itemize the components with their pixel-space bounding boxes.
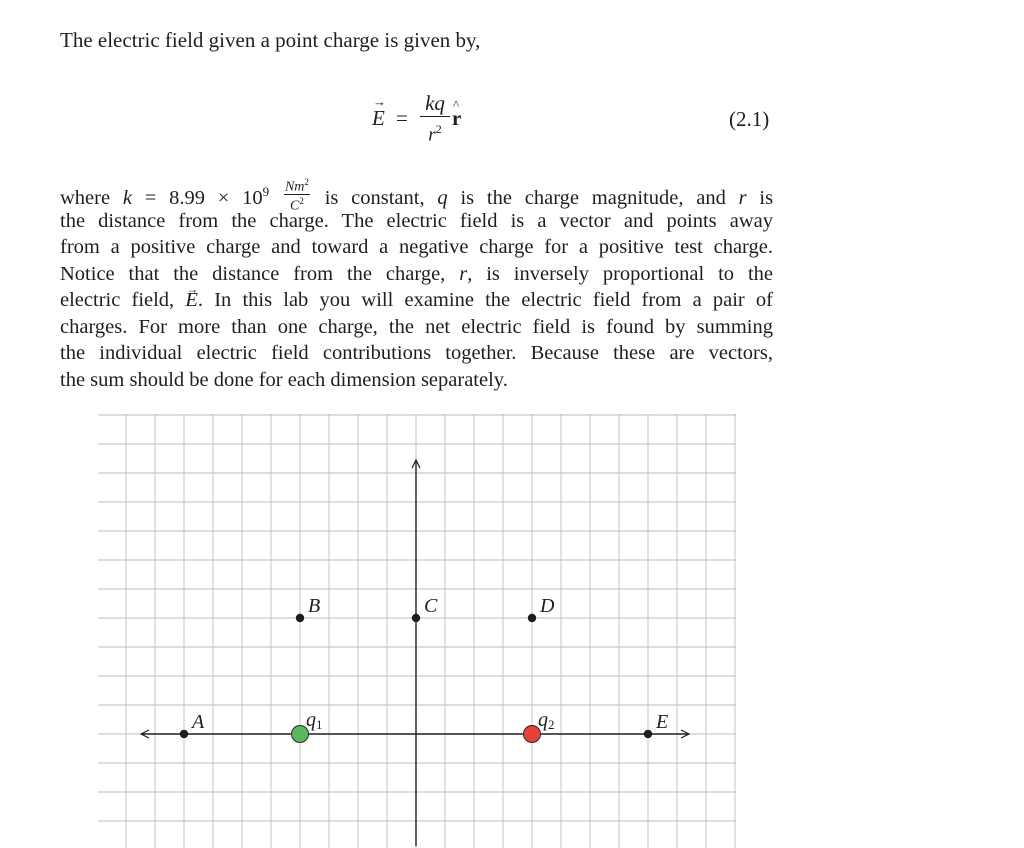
paragraph-line: electric field, → E. In this lab you will examine the electric field from a pair of [60,287,773,314]
paragraph-line: where $k = 8.99 \times 10^9$ $\frac{Nm^2}{C^2}$ is constant, q is the charge magnitude, and r is [60,177,774,214]
point-label: C [424,595,438,617]
point-dot [296,614,304,622]
paragraph-line: the distance from the charge. The electric field is a vector and points away [60,209,773,232]
charge-q2 [524,709,555,743]
paragraph-line: Notice that the distance from the charge, r, is inversely proportional to the [60,262,773,285]
paragraph-line: from a positive charge and toward a negative charge for a positive test charge. [60,236,773,258]
equation-unit-vector: ^ r [452,106,461,131]
charge-label: q2 [538,709,555,732]
equation-denominator: $r^2$ [428,122,442,146]
point-label: E [656,711,669,733]
point-label: D [540,595,555,617]
equation-lhs: → E [372,106,385,131]
charge-q1 [292,709,323,743]
equation-numerator: kq [425,91,445,115]
point-label: A [192,711,205,733]
intro-sentence: The electric field given a point charge is given by, [60,28,481,52]
equation-number: (2.1) [729,107,770,131]
labeled-points [180,595,668,738]
point-dot [412,614,420,622]
axes [141,460,689,846]
charges [292,709,555,743]
paragraph-line: the individual electric field contributions together. Because these are vectors, [60,342,773,364]
point-label: B [308,595,321,617]
grid-lines [98,414,736,848]
point-dot [180,730,188,738]
paragraph-line: the sum should be done for each dimension separately. [60,368,508,391]
point-dot [528,614,536,622]
paragraph-line: charges. For more than one charge, the net electric field is found by summing [60,315,773,338]
point-dot [644,730,652,738]
charge-label: q1 [306,709,323,732]
equation-equals: = [396,106,408,130]
units-fraction: $\frac{Nm^2}{C^2}$ [284,177,309,214]
